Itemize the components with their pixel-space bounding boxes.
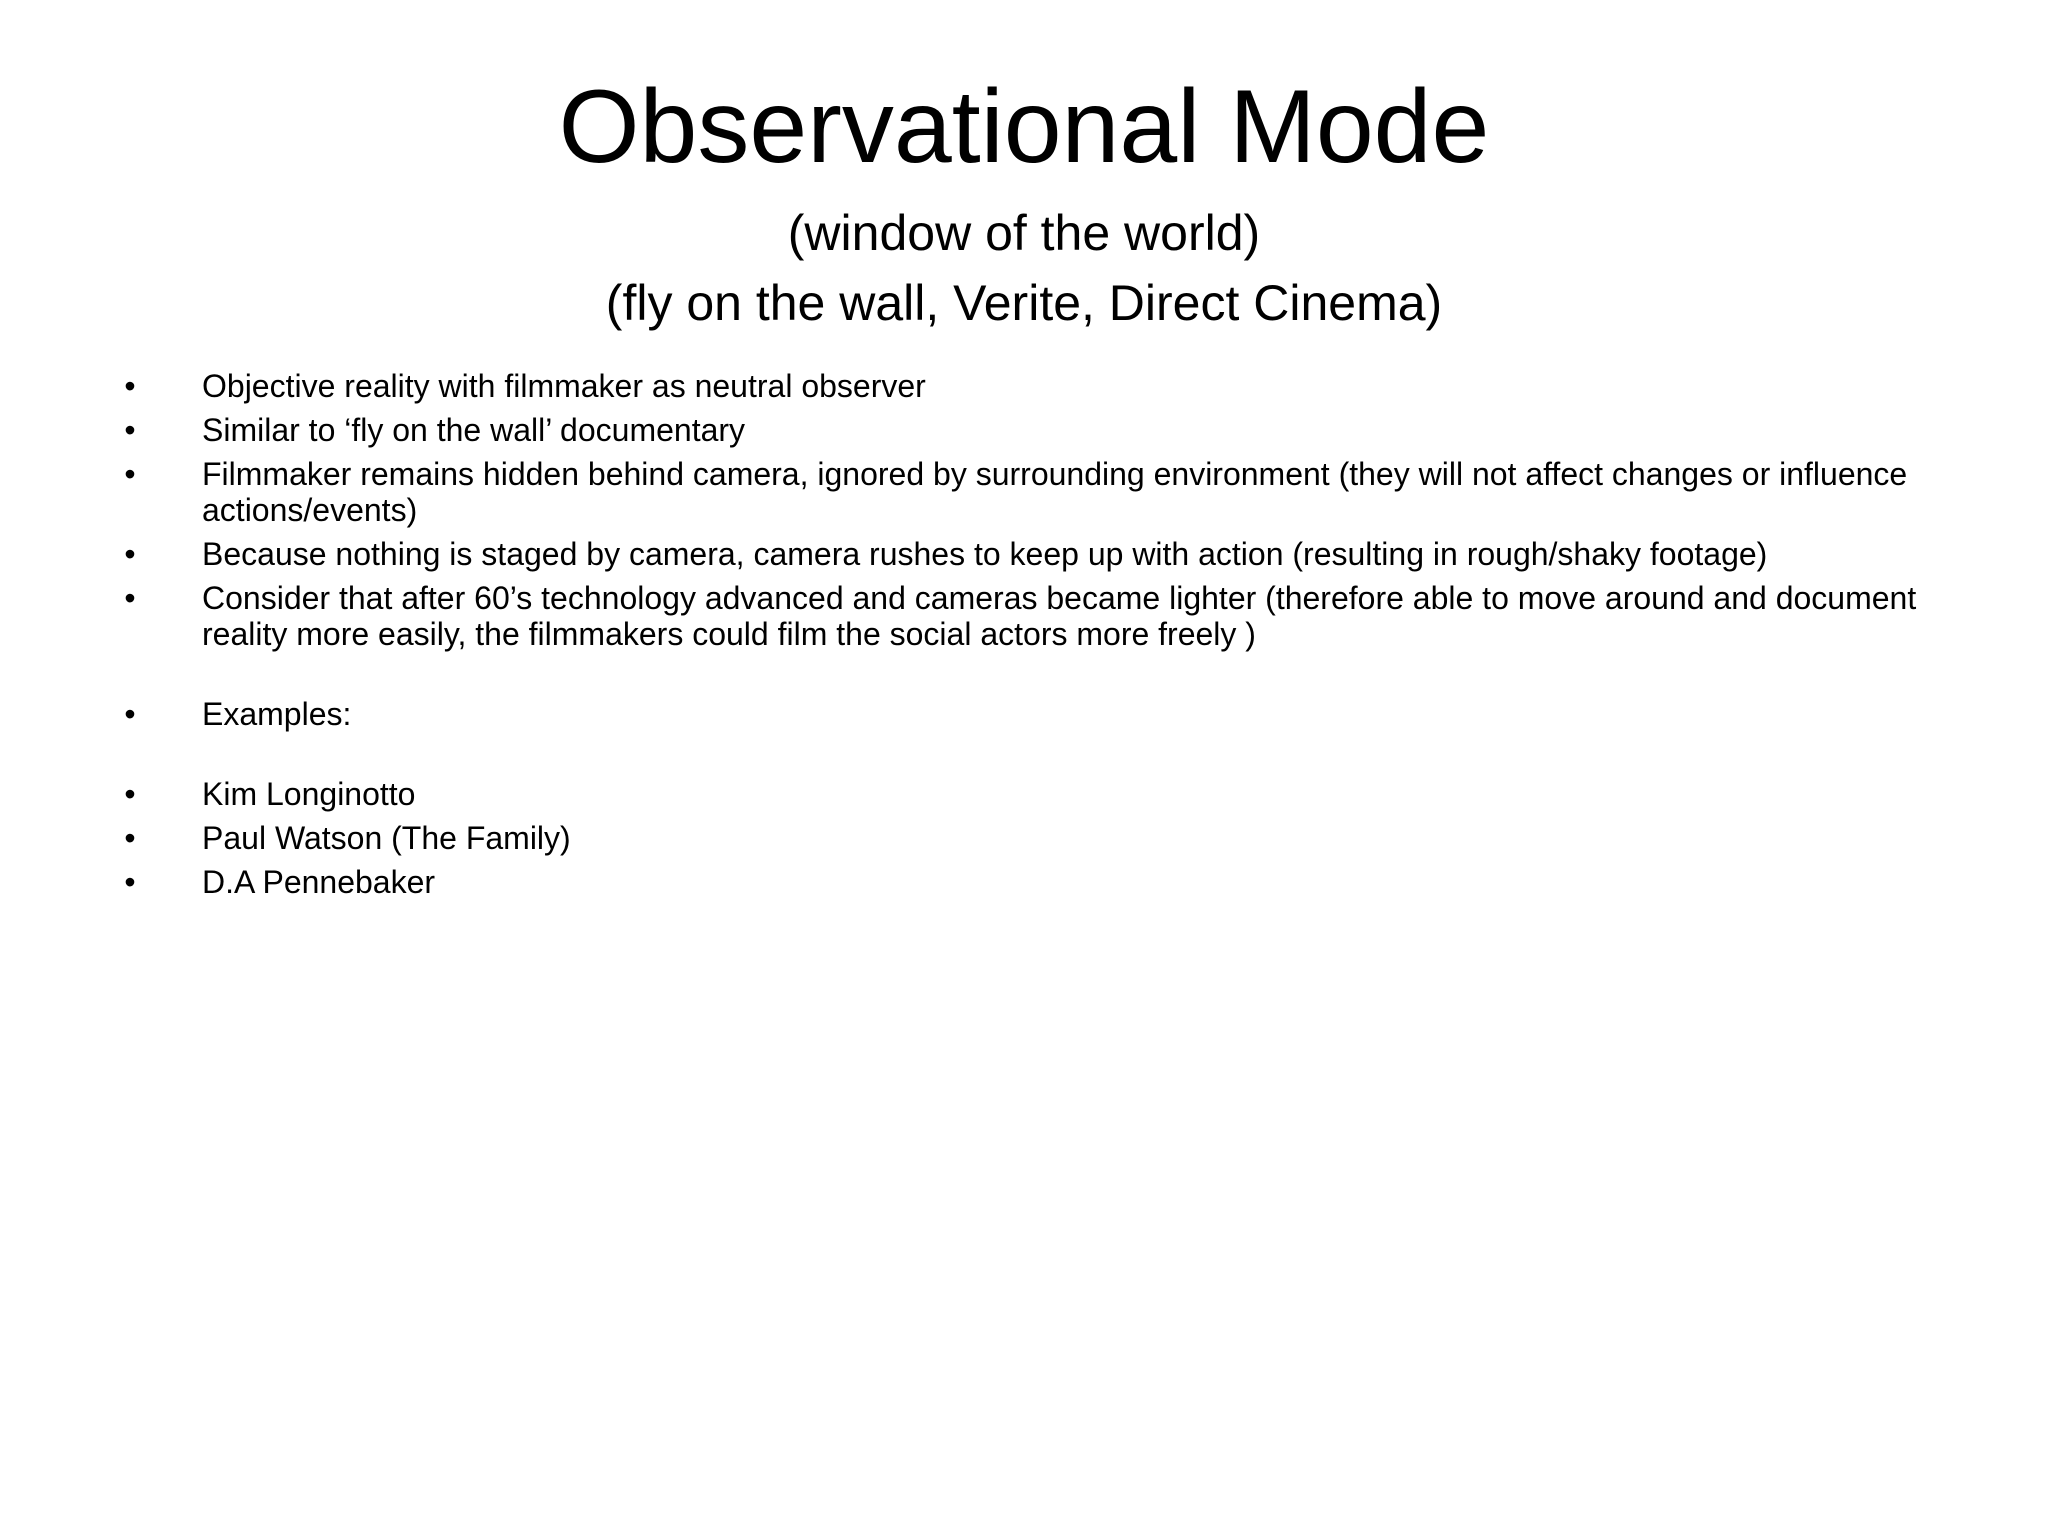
slide-subtitle-window: (window of the world) [787, 205, 1261, 261]
bullet-dot-icon: • [124, 536, 136, 572]
bullet-dot-icon: • [124, 820, 136, 856]
bullet-item [120, 456, 1940, 528]
bullet-text: Paul Watson (The Family) [202, 820, 571, 856]
bullet-item-examples-heading [120, 696, 1940, 732]
bullet-item [120, 368, 1940, 404]
bullet-dot-icon: • [124, 368, 136, 404]
bullet-item [120, 580, 1940, 652]
bullet-dot-icon: • [124, 864, 136, 900]
bullet-dot-icon: • [124, 456, 136, 492]
bullet-text: Kim Longinotto [202, 776, 416, 812]
bullet-text: Objective reality with filmmaker as neutral observer [202, 368, 926, 404]
bullet-text: D.A Pennebaker [202, 864, 436, 900]
bullet-item-example [120, 864, 1940, 900]
bullet-list [120, 368, 1940, 908]
bullet-dot-icon: • [124, 580, 136, 616]
bullet-text: Examples: [202, 696, 352, 732]
bullet-item-example [120, 776, 1940, 812]
slide-title: Observational Mode [558, 69, 1490, 185]
bullet-item-example [120, 820, 1940, 856]
slide-subtitle-fly-on-the-wall: (fly on the wall, Verite, Direct Cinema) [605, 275, 1443, 331]
bullet-dot-icon: • [124, 412, 136, 448]
bullet-text: Filmmaker remains hidden behind camera, ignored by surrounding environment (they will not affect changes or influence actions/events) [202, 456, 1908, 528]
bullet-dot-icon: • [124, 696, 136, 732]
title-block [0, 62, 2048, 338]
bullet-text: Consider that after 60’s technology advanced and cameras became lighter (therefore able to move around and document reality more easily, the filmmakers could film the social actors more freely ) [202, 580, 1917, 652]
bullet-item [120, 536, 1940, 572]
bullet-dot-icon: • [124, 776, 136, 812]
bullet-item [120, 412, 1940, 448]
bullet-text: Because nothing is staged by camera, camera rushes to keep up with action (resulting in rough/shaky footage) [202, 536, 1768, 572]
bullet-text: Similar to ‘fly on the wall’ documentary [202, 412, 746, 448]
